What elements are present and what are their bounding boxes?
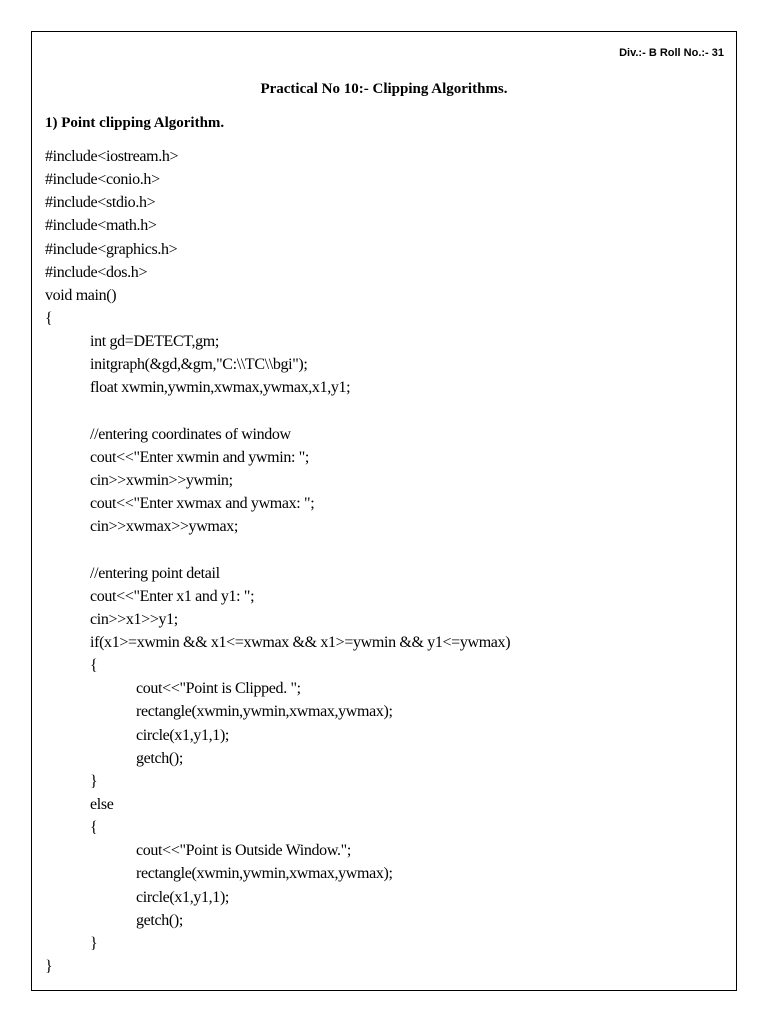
code-line: cout<<"Point is Clipped. "; [136, 680, 301, 698]
code-line: cout<<"Enter x1 and y1: "; [90, 587, 255, 605]
code-line: //entering point detail [90, 564, 220, 582]
code-line: #include<dos.h> [45, 263, 148, 281]
code-line: cin>>x1>>y1; [90, 610, 178, 628]
code-line: #include<conio.h> [45, 171, 160, 189]
code-line: rectangle(xwmin,ywmin,xwmax,ywmax); [136, 865, 393, 883]
code-line: } [45, 957, 53, 975]
code-line: { [45, 309, 53, 327]
code-line: circle(x1,y1,1); [136, 888, 230, 906]
code-line: float xwmin,ywmin,xwmax,ywmax,x1,y1; [90, 379, 351, 397]
code-line: void main() [45, 286, 117, 304]
code-line: getch(); [136, 749, 183, 767]
code-line: cin>>xwmin>>ywmin; [90, 471, 233, 489]
code-listing [45, 145, 725, 978]
code-line: #include<stdio.h> [45, 194, 156, 212]
code-line: #include<graphics.h> [45, 240, 178, 258]
code-line: cout<<"Enter xwmax and ywmax: "; [90, 495, 315, 513]
section-heading: 1) Point clipping Algorithm. [45, 115, 225, 131]
code-line: cin>>xwmax>>ywmax; [90, 518, 238, 536]
code-line: } [90, 934, 98, 952]
code-line: int gd=DETECT,gm; [90, 333, 219, 351]
page-title: Practical No 10:- Clipping Algorithms. [260, 81, 508, 97]
code-line: } [90, 772, 98, 790]
code-line: else [90, 795, 114, 813]
code-line: getch(); [136, 911, 183, 929]
code-line: rectangle(xwmin,ywmin,xwmax,ywmax); [136, 703, 393, 721]
code-line [45, 538, 725, 561]
code-line: { [90, 657, 98, 675]
code-line: initgraph(&gd,&gm,"C:\\TC\\bgi"); [90, 356, 308, 374]
code-line: #include<iostream.h> [45, 148, 179, 165]
code-line: cout<<"Point is Outside Window."; [136, 842, 351, 860]
code-line: circle(x1,y1,1); [136, 726, 230, 744]
code-line: { [90, 819, 98, 837]
code-line [45, 400, 725, 423]
code-line: //entering coordinates of window [90, 425, 291, 443]
code-line: if(x1>=xwmin && x1<=xwmax && x1>=ywmin && y1<=ywmax) [90, 633, 511, 651]
code-line: cout<<"Enter xwmin and ywmin: "; [90, 448, 309, 466]
code-line: #include<math.h> [45, 217, 157, 235]
division-roll-number: Div.:- B Roll No.:- 31 [619, 47, 724, 59]
